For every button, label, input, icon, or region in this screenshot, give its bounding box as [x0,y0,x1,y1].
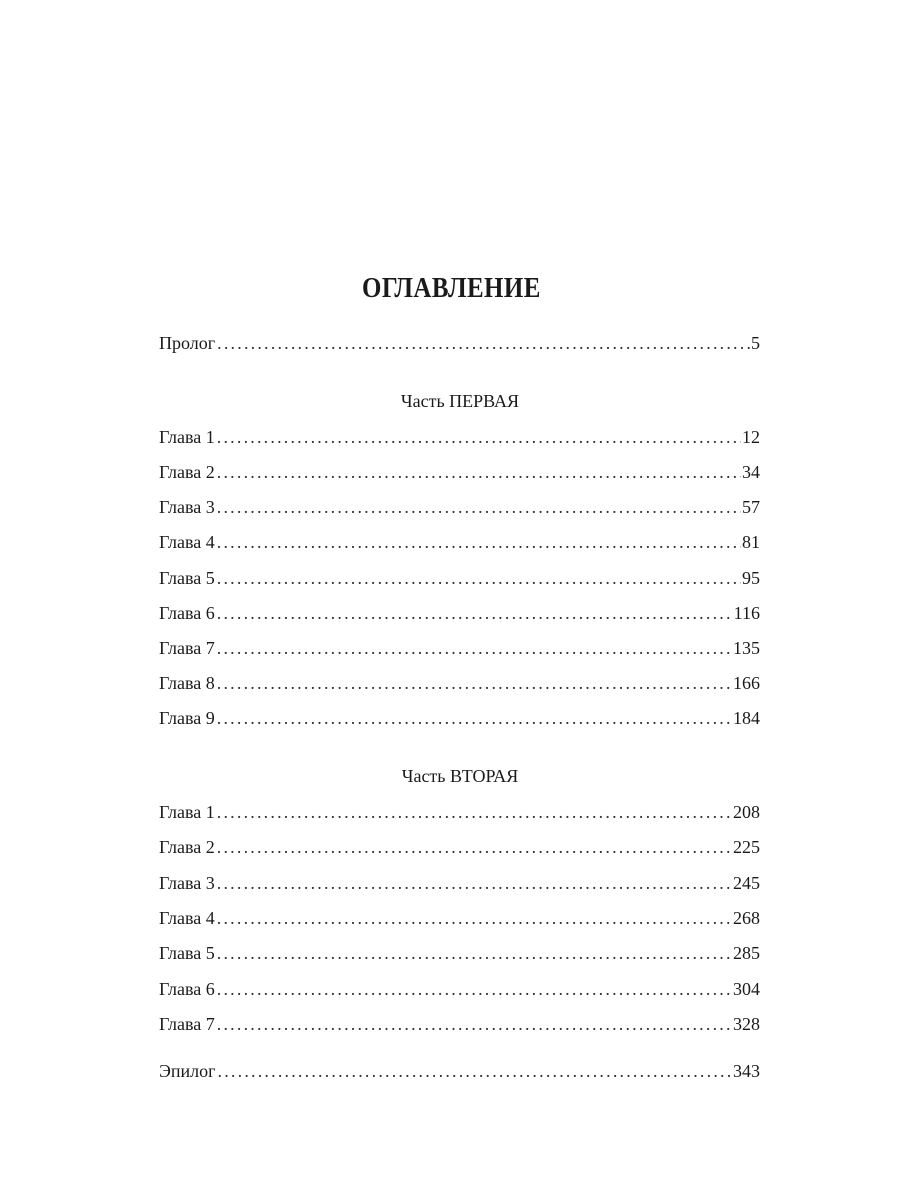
dot-leader [217,635,732,661]
toc-entry-page: 208 [733,802,760,822]
toc-entry-label: Глава 3 [159,497,215,517]
toc-entry-page: 34 [742,462,760,482]
toc-entry-page: 12 [742,427,760,447]
toc-entry-page: 95 [742,568,760,588]
dot-leader [217,330,750,356]
toc-entry-page: 135 [733,638,760,658]
toc-title: ОГЛАВЛЕНИЕ [362,272,541,304]
toc-entry-page: 268 [733,908,760,928]
toc-entry-part1-chapter-5[interactable] [159,565,760,591]
toc-entry-label: Глава 2 [159,462,215,482]
toc-entry-label: Глава 4 [159,908,215,928]
toc-entry-epilogue[interactable] [159,1058,760,1084]
part-heading-2: Часть ВТОРАЯ [401,766,519,786]
toc-entry-part2-chapter-2[interactable] [159,834,760,860]
toc-entry-part1-chapter-4[interactable] [159,529,760,555]
toc-entry-part2-chapter-6[interactable] [159,976,760,1002]
toc-entry-page: 81 [742,532,760,552]
toc-entry-page: 166 [733,673,760,693]
dot-leader [217,705,732,731]
toc-entry-part1-chapter-9[interactable] [159,705,760,731]
toc-entry-part1-chapter-2[interactable] [159,459,760,485]
toc-entry-part2-chapter-3[interactable] [159,870,760,896]
toc-entry-label: Глава 8 [159,673,215,693]
toc-entry-page: 184 [733,708,760,728]
toc-entry-label: Глава 2 [159,837,215,857]
toc-entry-label: Глава 3 [159,873,215,893]
dot-leader [217,565,741,591]
part-heading-1: Часть ПЕРВАЯ [400,391,520,411]
dot-leader [218,1058,732,1084]
dot-leader [217,529,741,555]
toc-entry-label: Глава 1 [159,802,215,822]
toc-entry-part1-chapter-3[interactable] [159,494,760,520]
toc-entry-part1-chapter-1[interactable] [159,424,760,450]
toc-entry-part2-chapter-4[interactable] [159,905,760,931]
toc-entry-page: 57 [742,497,760,517]
toc-entry-part1-chapter-7[interactable] [159,635,760,661]
dot-leader [217,799,732,825]
dot-leader [217,459,741,485]
toc-entry-label: Глава 9 [159,708,215,728]
toc-entry-part2-chapter-1[interactable] [159,799,760,825]
toc-entry-label: Глава 7 [159,1014,215,1034]
dot-leader [217,940,732,966]
toc-entry-label: Глава 5 [159,943,215,963]
toc-entry-part1-chapter-6[interactable] [159,600,760,626]
toc-entry-page: 343 [733,1061,760,1081]
toc-entry-prologue[interactable] [159,330,760,356]
toc-entry-page: 225 [733,837,760,857]
dot-leader [217,494,741,520]
toc-entry-page: 245 [733,873,760,893]
toc-entry-page: 328 [733,1014,760,1034]
toc-entry-label: Глава 6 [159,603,215,623]
dot-leader [217,834,732,860]
toc-entry-label: Глава 7 [159,638,215,658]
dot-leader [217,870,732,896]
toc-entry-page: 304 [733,979,760,999]
toc-entry-part2-chapter-7[interactable] [159,1011,760,1037]
dot-leader [217,424,741,450]
toc-entry-page: 5 [751,333,760,353]
toc-entry-page: 116 [733,603,760,623]
dot-leader [217,905,732,931]
dot-leader [217,976,732,1002]
toc-entry-label: Глава 6 [159,979,215,999]
toc-entry-part1-chapter-8[interactable] [159,670,760,696]
toc-entry-label: Глава 1 [159,427,215,447]
toc-entry-part2-chapter-5[interactable] [159,940,760,966]
dot-leader [217,1011,732,1037]
dot-leader [217,600,733,626]
toc-entry-page: 285 [733,943,760,963]
toc-entry-label: Глава 5 [159,568,215,588]
dot-leader [217,670,732,696]
toc-entry-label: Глава 4 [159,532,215,552]
toc-entry-label: Пролог [159,333,216,353]
toc-entry-label: Эпилог [159,1061,216,1081]
